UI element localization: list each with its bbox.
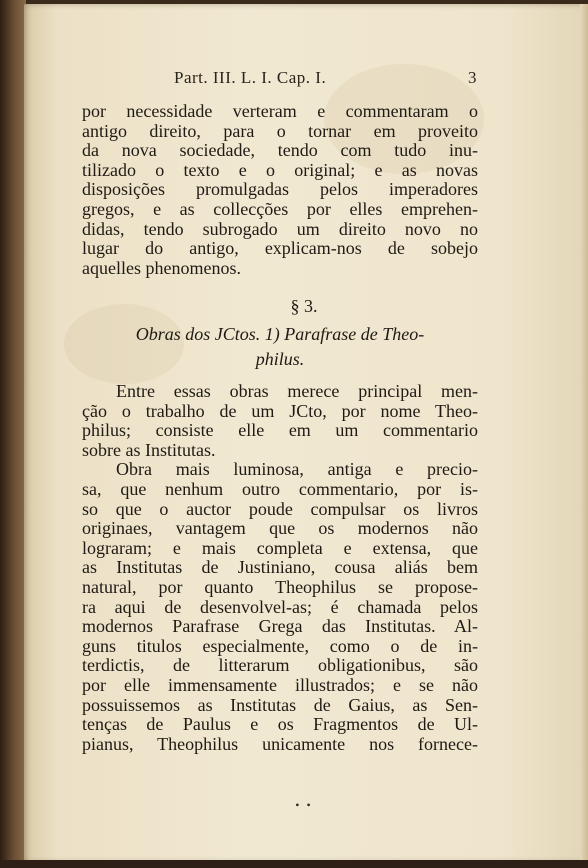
text-line: ção o trabalho de um JCto, por nome Theo-: [82, 401, 478, 421]
text-line: pianus, Theophilus unicamente nos fornece-: [82, 734, 478, 754]
text-line: originaes, vantagem que os modernos não: [82, 519, 478, 539]
text-line: as Institutas de Justiniano, cousa aliás bem: [82, 558, 478, 578]
book-cover-bottom: [0, 860, 588, 868]
signature-mark: • •: [295, 798, 313, 812]
section-title-line: Obras dos JCtos. 1) Parafrase de Theo-: [135, 324, 425, 344]
book-cover-left: [0, 0, 26, 868]
text-line: natural, por quanto Theophilus se propose-: [82, 577, 478, 597]
text-line: lograram; e mais completa e extensa, que: [82, 538, 478, 558]
page-header: [24, 68, 584, 88]
text-line: gregos, e as collecções por elles emprehen-: [82, 199, 478, 219]
text-line: terdictis, de litterarum obligationibus, são: [82, 656, 478, 676]
text-line: da nova sociedade, tendo com tudo inu-: [82, 141, 478, 161]
text-line: Entre essas obras merece principal men-: [116, 382, 478, 401]
text-line: antigo direito, para o tornar em proveito: [82, 121, 478, 141]
section-number: § 3.: [290, 296, 318, 316]
text-line: disposições promulgadas pelos imperadores: [82, 180, 478, 200]
section-title: [82, 322, 478, 372]
text-line: so que o auctor poude compulsar os livros: [82, 499, 478, 519]
text-line: lugar do antigo, explicam-nos de sobejo: [82, 239, 478, 259]
page-number: 3: [468, 68, 477, 87]
text-line: didas, tendo subrogado um direito novo no: [82, 219, 478, 239]
text-line: Obra mais luminosa, antiga e precio-: [116, 460, 478, 480]
text-line: ra aqui de desenvolvel-as; é chamada pelos: [82, 597, 478, 617]
text-line: sobre as Institutas.: [82, 440, 216, 460]
text-line: por necessidade verteram e commentaram o: [82, 102, 478, 121]
text-line: tenças de Paulus e os Fragmentos de Ul-: [82, 715, 478, 735]
text-line: philus; consiste elle em um commentario: [82, 421, 478, 441]
text-line: possuissemos as Institutas de Gaius, as Sen-: [82, 695, 478, 715]
text-line: por elle immensamente illustrados; e se não: [82, 675, 478, 695]
text-line: sa, que nenhum outro commentario, por is-: [82, 479, 478, 499]
paragraph-continuation: [82, 102, 478, 278]
paragraph-body: [82, 382, 478, 754]
page-edge: [580, 4, 588, 862]
running-head: Part. III. L. I. Cap. I.: [174, 68, 327, 87]
book-page: [24, 4, 584, 862]
text-line: aquelles phenomenos.: [82, 258, 241, 278]
text-line: tilizado o texto e o original; e as novas: [82, 160, 478, 180]
text-line: modernos Parafrase Grega das Institutas. Al-: [82, 617, 478, 637]
text-line: guns titulos especialmente, como o de in-: [82, 636, 478, 656]
section-title-line: philus.: [255, 349, 305, 369]
